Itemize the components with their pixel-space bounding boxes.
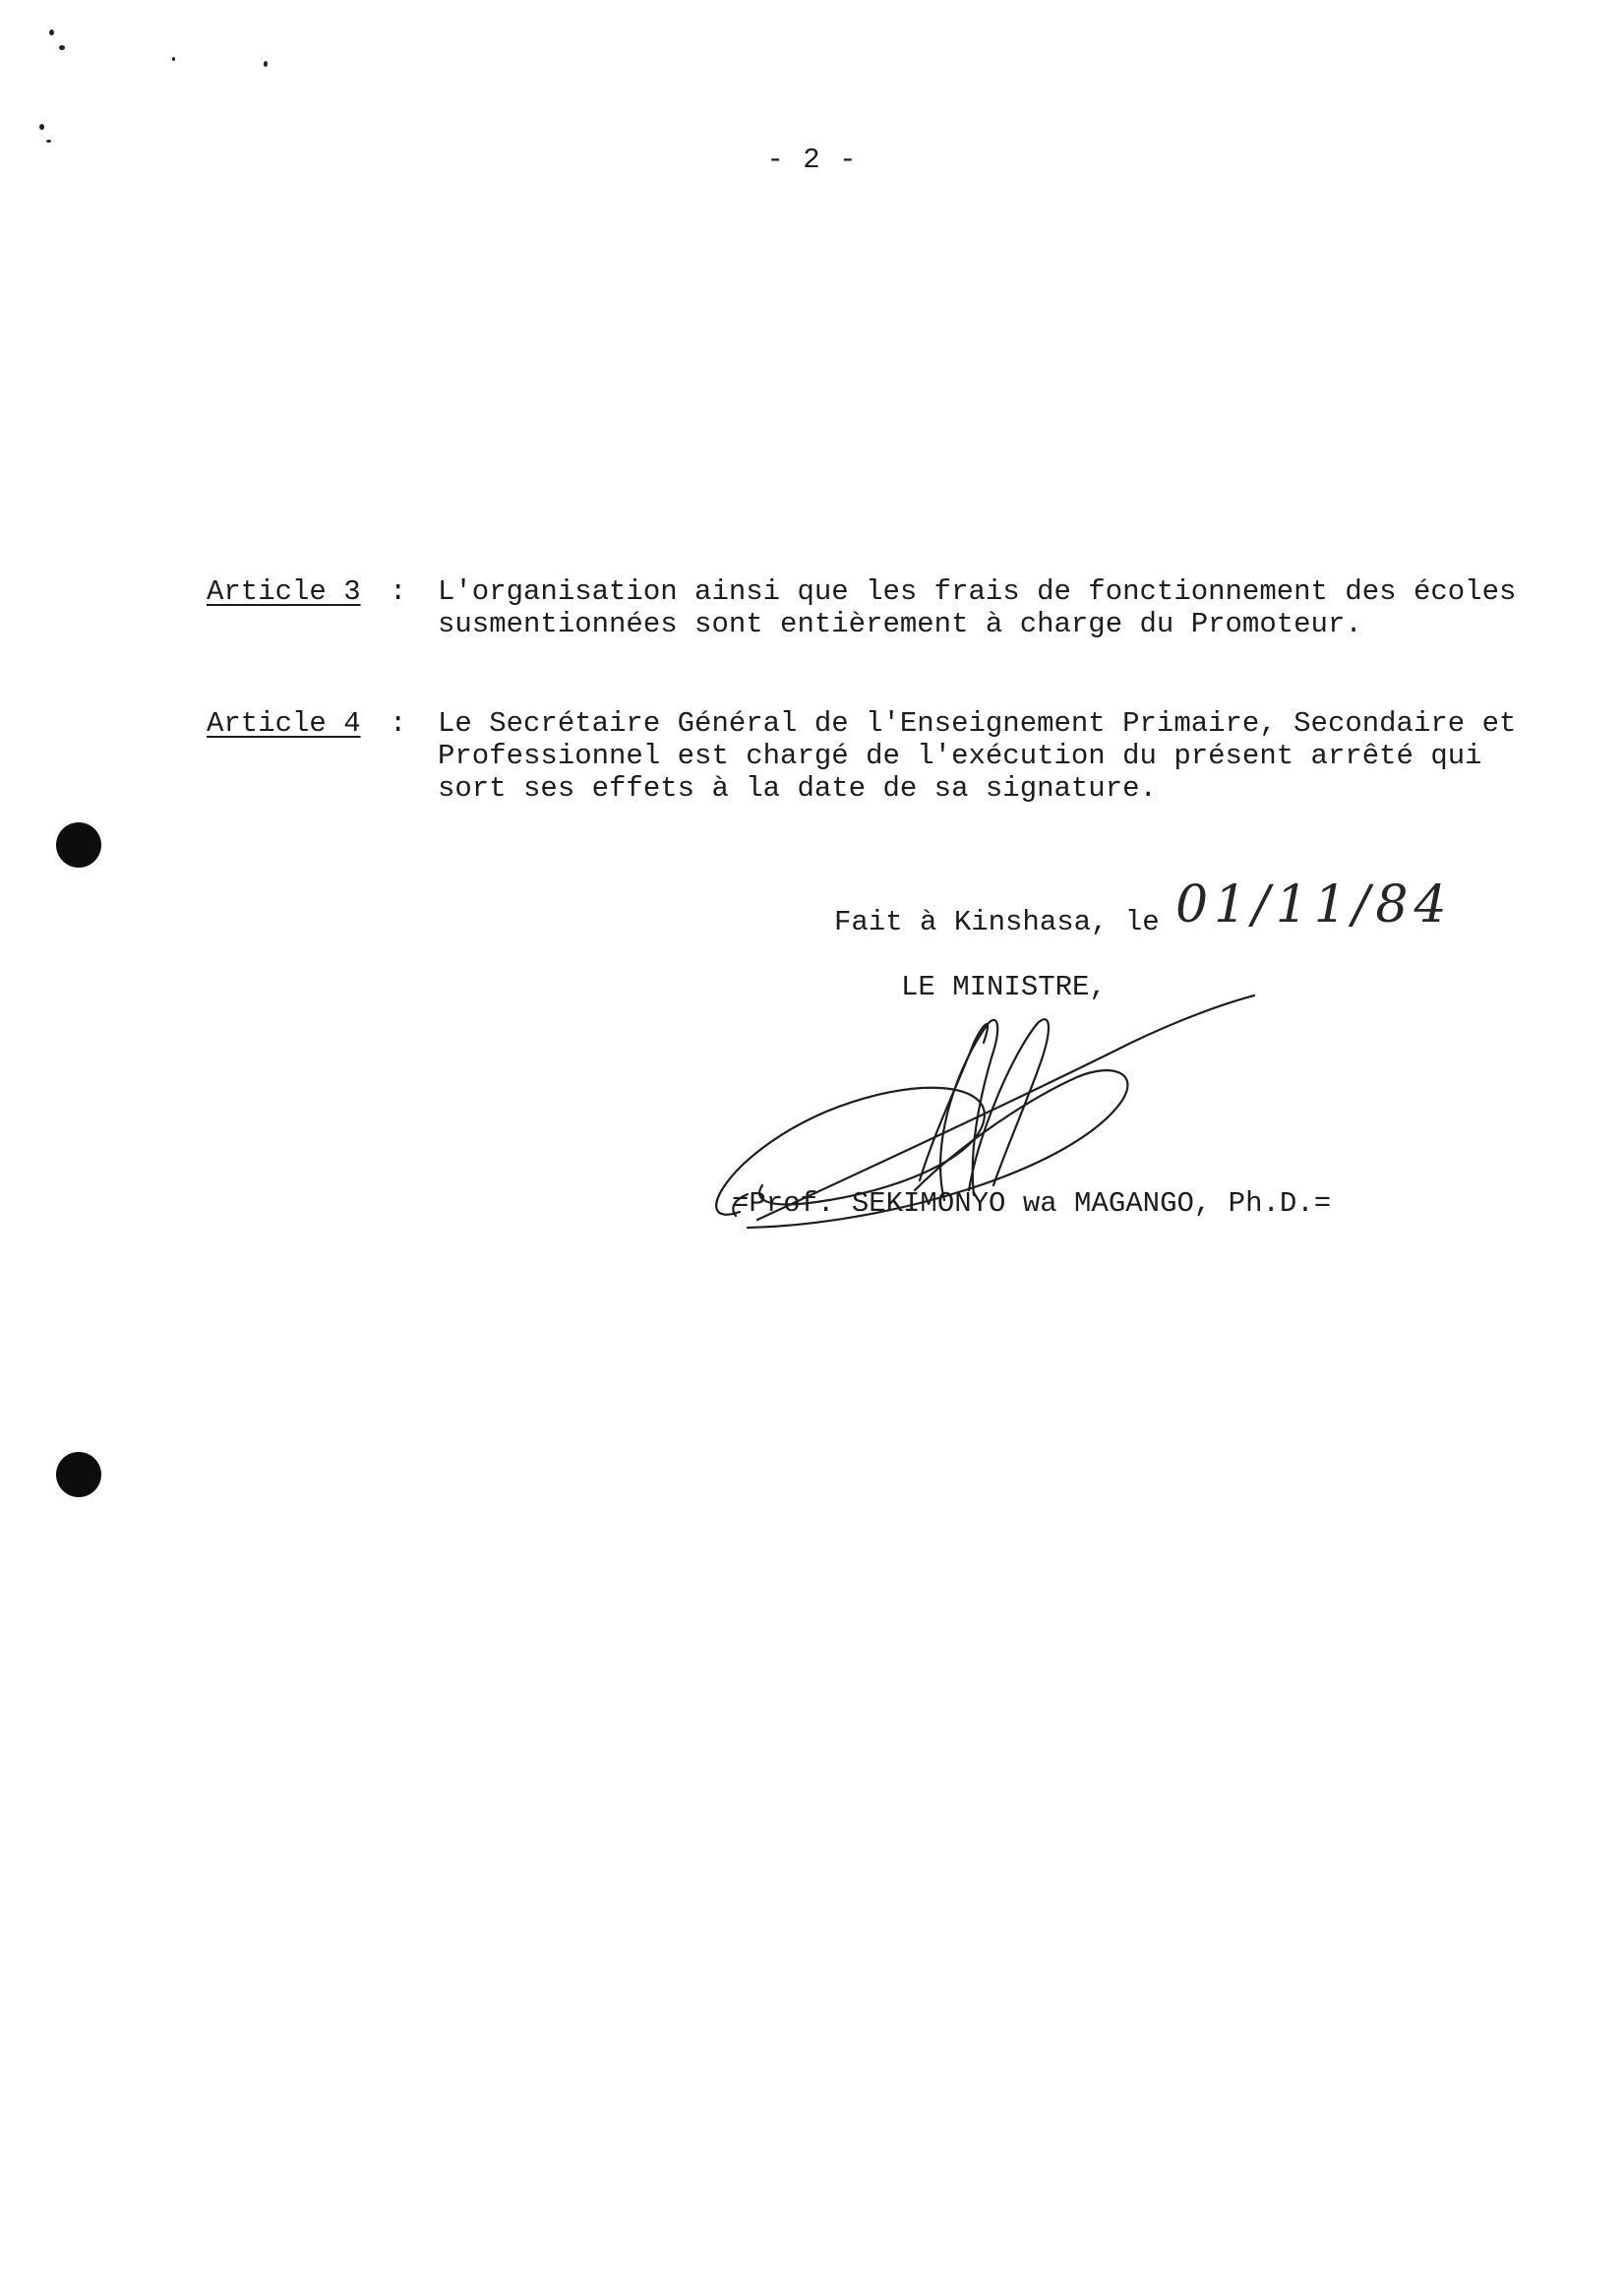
scan-speck [39, 124, 44, 130]
article-3-line: susmentionnées sont entièrement à charge du Promoteur. [438, 608, 1362, 640]
article-3-label: Article 3 [207, 575, 361, 608]
punch-hole [56, 1452, 101, 1497]
handwritten-date: 01/11/84 [1175, 875, 1453, 934]
article-3-line: L'organisation ainsi que les frais de fonctionnement des écoles [438, 575, 1517, 608]
article-4-line: sort ses effets à la date de sa signature. [438, 772, 1157, 805]
article-4-separator: : [390, 707, 407, 740]
article-3-text [438, 575, 1517, 640]
page-number: - 2 - [766, 144, 858, 176]
article-4-label: Article 4 [207, 707, 361, 740]
minister-title: LE MINISTRE, [901, 971, 1107, 1003]
article-3-separator: : [390, 575, 407, 608]
punch-hole [56, 822, 101, 868]
scan-speck [172, 57, 175, 61]
article-4-line: Professionnel est chargé de l'exécution du présent arrêté qui [438, 740, 1482, 772]
article-4-line: Le Secrétaire Général de l'Enseignement Primaire, Secondaire et [438, 707, 1517, 740]
signatory-name: =Prof. SEKIMONYO wa MAGANGO, Ph.D.= [732, 1187, 1332, 1220]
scan-speck [49, 30, 54, 35]
scan-speck [264, 61, 268, 67]
article-4-text [438, 707, 1517, 805]
place-date-line: Fait à Kinshasa, le [834, 906, 1160, 938]
scan-speck [59, 45, 65, 50]
scan-speck [46, 140, 51, 143]
